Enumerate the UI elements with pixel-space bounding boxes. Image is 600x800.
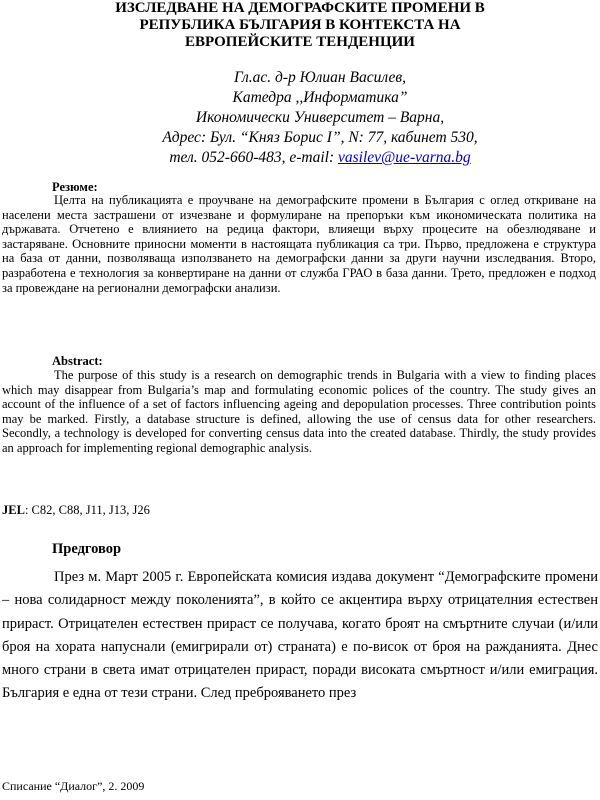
author-department: Катедра ,,Информатика” xyxy=(232,89,408,106)
jel-label: JEL xyxy=(2,503,25,517)
title-line: РЕПУБЛИКА БЪЛГАРИЯ В КОНТЕКСТА НА xyxy=(139,17,461,33)
abstract-heading: Abstract: xyxy=(52,354,103,368)
title-line: ИЗСЛЕДВАНЕ НА ДЕМОГРАФСКИТЕ ПРОМЕНИ В xyxy=(115,0,485,16)
author-university: Икономически Университет – Варна, xyxy=(195,109,445,126)
page-footer: Списание “Диалог”, 2. 2009 xyxy=(2,779,145,793)
author-address: Адрес: Бул. “Княз Борис I”, N: 77, кабинет 530, xyxy=(162,129,478,146)
abstract-text: The purpose of this study is a research on demographic trends in Bulgaria with a view to finding places which may disappear from Bulgaria’s map and formulating economic polices of the country. The study gives an account of the influence of a set of factors influencing ageing and depopulation processes. Three contribution points may be marked. Firstly, a database structure is defined, allowing the use of census data for other researchers. Secondly, a technology is developed for converting census data into the created database. Thirdly, the study provides an approach for implementing regional demographic analysis. xyxy=(2,368,596,455)
resume-text: Целта на публикацията е проучване на демографските промени в България с оглед откриване на населени места застрашени от изчезване и формулиране на препоръки към икономическата политика на държавата. Отчетено е влиянието на редица фактори, влияещи върху процесите на обезлюдяване и застаряване. Основните приносни моменти в настоящата публикация са три. Първо, предложена е структура на база от данни, позволяваща използването на демографски данни за други научни изследвания. Второ, разработена е технология за конвертиране на данни от служба ГРАО в база данни. Трето, предложен е подход за провеждане на регионални демографски анализи. xyxy=(2,193,596,295)
section-body: През м. Март 2005 г. Европейската комисия издава документ “Демографските промени – нова солидарност между поколенията”, в който се акцентира върху отрицателния естествен прираст. Отрицателен естествен прираст се получава, когато броят на смъртните случаи (и/или броя на хората напуснали (емигрирали от) страната) е по-висок от броя на ражданията. Днес много страни в света имат отрицателен прираст, поради високата смъртност и/или емиграция. България е една от тези страни. След преброяването през xyxy=(2,569,598,702)
author-block xyxy=(70,68,570,168)
contact-prefix: тел. 052-660-483, e-mail: xyxy=(169,149,339,166)
jel-codes xyxy=(2,503,150,517)
resume-heading: Резюме: xyxy=(52,180,98,194)
author-contact xyxy=(70,148,570,168)
title-line: ЕВРОПЕЙСКИТЕ ТЕНДЕНЦИИ xyxy=(185,34,415,50)
section-heading: Предговор xyxy=(52,541,122,557)
email-link[interactable]: vasilev@ue-varna.bg xyxy=(338,149,471,166)
jel-values: : C82, C88, J11, J13, J26 xyxy=(24,503,150,517)
paper-title xyxy=(70,0,530,51)
author-name: Гл.ас. д-р Юлиан Василев, xyxy=(234,69,406,86)
